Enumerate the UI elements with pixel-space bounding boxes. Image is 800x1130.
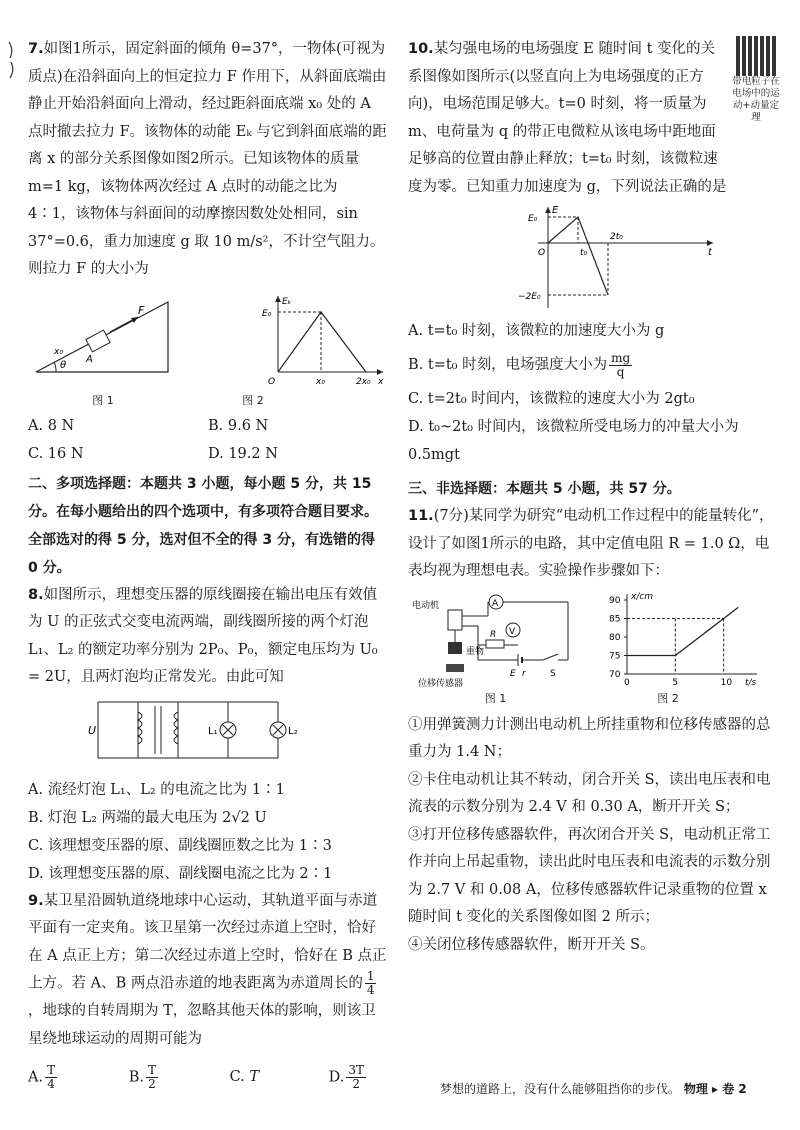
- option-b[interactable]: B. 9.6 N: [208, 417, 269, 434]
- y-tick-label: 75: [609, 651, 621, 661]
- option-c[interactable]: C. 该理想变压器的原、副线圈匝数之比为 1∶3: [28, 837, 332, 854]
- question-text: (7分)某同学为研究“电动机工作过程中的能量转化”，设计了如图1所示的电路，其中定值电阻 R = 1.0 Ω，电表均视为理想电表。实验操作步骤如下：: [408, 508, 774, 579]
- footer-motto: 梦想的道路上，没有什么能够阻挡你的步伐。: [440, 1082, 681, 1096]
- option-a[interactable]: A. t=t₀ 时刻，该微粒的加速度大小为 g: [408, 323, 665, 339]
- x0-label: x₀: [54, 346, 63, 357]
- series-line-extension: [724, 607, 739, 618]
- option-a[interactable]: A. $\frac{T}{4}$: [28, 1062, 56, 1091]
- question-number: 11.: [408, 508, 434, 524]
- option-d[interactable]: D. 19.2 N: [208, 445, 278, 462]
- y-axis-label: x/cm: [631, 591, 654, 602]
- point-a-label: A: [86, 353, 93, 365]
- q7-figures: [28, 292, 388, 392]
- l1-label: L₁: [208, 725, 218, 737]
- motor-label: 电动机: [412, 600, 440, 611]
- e0-label: E₀: [528, 214, 538, 224]
- left-column: [28, 36, 388, 1101]
- e0-label: E₀: [262, 308, 272, 319]
- question-10: [408, 36, 780, 469]
- section-3-heading: 三、非选择题：本题共 5 小题，共 57 分。: [408, 481, 681, 497]
- qr-code[interactable]: [736, 36, 776, 76]
- step-1: ①用弹簧测力计测出电动机上所挂重物和位移传感器的总重力为 1.4 N；: [408, 716, 771, 760]
- fig2-caption: 图 2: [242, 393, 264, 407]
- page-footer: [440, 1080, 780, 1097]
- fig2-caption: 图 2: [657, 691, 679, 705]
- q7-figure-1: [28, 292, 178, 382]
- fraction-one-quarter: $\frac{1}{4}$: [366, 969, 375, 997]
- question-text: 某卫星沿圆轨道绕地球中心运动，其轨道平面与赤道平面有一定夹角。该卫星第一次经过赤道上空时，恰好在 A 点正上方；第二次经过赤道上空时，恰好在 B 点正上方。若 A、B 两点沿赤道的地表距离为赤道周长的: [28, 892, 387, 992]
- question-number: 10.: [408, 41, 434, 57]
- origin-label: O: [538, 248, 546, 258]
- voltage-u-label: U: [88, 723, 97, 737]
- footer-subject: 物理 ▸ 卷 2: [683, 1082, 747, 1096]
- option-c[interactable]: C. T: [229, 1069, 260, 1085]
- switch-s-label: S: [550, 668, 556, 679]
- step-2: ②卡住电动机让其不转动，闭合开关 S，读出电压表和电流表的示数分别为 2.4 V 和 0.30 A，断开开关 S；: [408, 771, 771, 815]
- right-column: [408, 36, 780, 959]
- voltmeter-label: V: [509, 626, 516, 637]
- question-text: 某匀强电场的电场强度 E 随时间 t 变化的关系图像如图所示(以竖直向上为电场强度的正方向)，电场范围足够大。t=0 时刻，将一质量为 m、电荷量为 q 的带正电微粒从该电场中距地面足够高的位置由静止释放；t=t₀ 时刻，该微粒速度为零。已知重力加速度为 g，下列说法正确的是: [408, 41, 727, 195]
- internal-r-label: r: [522, 668, 526, 679]
- option-c[interactable]: C. t=2t₀ 时间内，该微粒的速度大小为 2gt₀: [408, 391, 695, 407]
- resistor-r-label: R: [490, 629, 497, 640]
- question-7: [28, 36, 388, 468]
- x-axis-label: x: [378, 376, 384, 387]
- option-d[interactable]: D. 该理想变压器的原、副线圈电流之比为 2∶1: [28, 865, 333, 882]
- 2x0-tick: 2x₀: [356, 376, 371, 387]
- sensor-label: 位移传感器: [418, 678, 464, 689]
- fig1-caption: 图 1: [484, 691, 507, 705]
- fig1-caption: 图 1: [92, 393, 114, 407]
- x-axis-label: t/s: [745, 677, 757, 688]
- section-2-heading: 二、多项选择题：本题共 3 小题，每小题 5 分，共 15 分。在每小题给出的四个选项中，有多项符合题目要求。全部选对的得 5 分，选对但不全的得 3 分，有选错的得 0 分。: [28, 475, 378, 576]
- l2-label: L₂: [288, 725, 298, 737]
- ek-axis-label: Eₖ: [282, 296, 292, 307]
- q10-e-t-graph: [518, 203, 718, 313]
- theta-label: θ: [60, 359, 67, 371]
- qr-code-block[interactable]: [732, 36, 780, 124]
- option-d[interactable]: D. $\frac{3T}{2}$: [328, 1062, 364, 1091]
- emf-e-label: E: [510, 668, 516, 679]
- 2t0-tick: 2t₀: [610, 232, 623, 242]
- qr-caption: 带电粒子在电场中的运动+动量定理: [732, 76, 780, 123]
- option-b[interactable]: B. t=t₀ 时刻，电场强度大小为 $\frac{mg}{q}$: [408, 350, 631, 379]
- question-text: 如图1所示，固定斜面的倾角 θ=37°，一物体(可视为质点)在沿斜面向上的恒定拉力 F 作用下，从斜面底端由静止开始沿斜面向上滑动，经过距斜面底端 x₀ 处的 A 点时撤去拉力 F。该物体的动能 Eₖ 与它到斜面底端的距离 x 的部分关系图像如图2所示。已知该物体的质量 m=1 kg，该物体两次经过 A 点时的动能之比为 4∶1，该物体与斜面间的动摩擦因数处处相同，sin 37°=0.6，重力加速度 g 取 10 m/s²，不计空气阻力。则拉力 F 的大小为: [28, 41, 387, 277]
- q9-options: [28, 1053, 388, 1101]
- question-number: 7.: [28, 41, 44, 57]
- option-b[interactable]: B. 灯泡 L₂ 两端的最大电压为 2√2 U: [28, 809, 267, 826]
- option-c[interactable]: C. 16 N: [28, 445, 84, 462]
- y-tick-label: 90: [609, 595, 621, 606]
- q7-figure-2: [258, 292, 388, 387]
- ammeter-label: A: [492, 598, 499, 609]
- y-tick-label: 85: [609, 614, 621, 624]
- question-text-cont: ，地球的自转周期为 T，忽略其他天体的影响，则该卫星绕地球运动的周期可能为: [28, 1003, 376, 1047]
- question-8: [28, 582, 388, 888]
- option-a[interactable]: A. 流经灯泡 L₁、L₂ 的电流之比为 1∶1: [28, 781, 285, 798]
- neg2e0-label: −2E₀: [518, 292, 541, 302]
- q7-options: [28, 412, 388, 468]
- q11-circuit-figure: [408, 590, 583, 690]
- x0-tick: x₀: [316, 376, 325, 387]
- step-4: ④关闭位移传感器软件，断开开关 S。: [408, 936, 655, 953]
- question-number: 8.: [28, 586, 44, 603]
- x-tick-label: 10: [720, 677, 733, 688]
- option-b[interactable]: B. $\frac{T}{2}$: [128, 1062, 156, 1091]
- t-axis-label: t: [708, 247, 712, 258]
- question-9: [28, 888, 388, 1102]
- question-text: 如图所示，理想变压器的原线圈接在输出电压有效值为 U 的正弦式交变电流两端，副线圈所接的两个灯泡 L₁、L₂ 的额定功率分别为 2P₀、P₀，额定电压均为 U₀ = 2U，且两灯泡均正常发光。由此可知: [28, 586, 378, 685]
- force-label: F: [138, 303, 145, 317]
- t0-tick: t₀: [580, 248, 588, 258]
- origin-label: O: [268, 376, 276, 387]
- question-11: [408, 503, 780, 959]
- weight-label: 重物: [466, 646, 485, 657]
- y-tick-label: 80: [609, 632, 621, 643]
- x-tick-label: 0: [624, 677, 630, 688]
- y-tick-label: 70: [609, 669, 621, 680]
- q8-transformer-figure: [28, 692, 388, 772]
- q11-steps: [408, 712, 780, 960]
- question-number: 9.: [28, 892, 44, 909]
- option-d[interactable]: D. t₀~2t₀ 时间内，该微粒所受电场力的冲量大小为 0.5mgt: [408, 419, 739, 463]
- q7-captions: [28, 392, 328, 408]
- binding-marks: [6, 40, 18, 80]
- e-axis-label: E: [552, 205, 559, 216]
- step-3: ③打开位移传感器软件，再次闭合开关 S，电动机正常工作并向上吊起重物，读出此时电压表和电流表的示数分别为 2.7 V 和 0.08 A，位移传感器软件记录重物的位置 x 随时间 t 变化的关系图像如图 2 所示；: [408, 826, 771, 925]
- q11-captions: [408, 690, 780, 706]
- option-a[interactable]: A. 8 N: [28, 417, 75, 434]
- q11-figures: [408, 590, 780, 690]
- q11-xt-chart: [593, 590, 763, 690]
- x-tick-label: 5: [672, 677, 679, 688]
